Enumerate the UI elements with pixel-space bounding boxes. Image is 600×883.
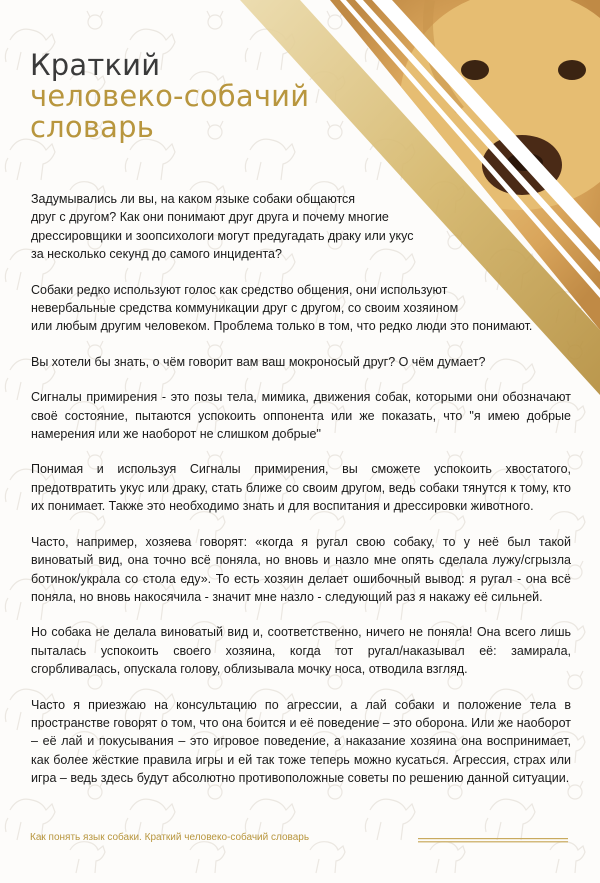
paragraph-question [31,353,571,371]
text-line: Задумывались ли вы, на каком языке собаки общаются [31,192,356,206]
title-line-2: человеко-собачий [30,79,310,113]
paragraph-consultation: Часто я приезжаю на консультацию по агрессии, а лай собаки и положение тела в пространстве говорят о том, что она боится и её поведение – это оборона. Или же наоборот – её лай и покусывания – это игровое поведение, а наказание хозяина она воспринимает, как более жёсткие правила игры и ей так тоже теперь можно кусаться. Агрессия, страх или игра – ведь здесь будут абсолютно противоположные советы по решению данной ситуации. [31,697,571,786]
paragraph-calming-signals: Сигналы примирения - это позы тела, мимика, движения собак, которыми они обозначают своё состояние, пытаются успокоить оппонента или же показать, что "я имею добрые намерения или же наоборот не слишком добрые" [31,390,571,442]
text-line: невербальные средства коммуникации друг с другом, со своим хозяином [31,301,459,316]
paragraph-intro-question [31,190,571,264]
paragraph-nonverbal [31,281,571,336]
title-line-3: словарь [30,110,154,144]
text-line: дрессировщики и зоопсихологи могут предугадать драку или укус [31,228,414,243]
paragraph-dog-explanation: Но собака не делала виноватый вид и, соответственно, ничего не поняла! Она всего лишь пыталась успокоить своего хозяина, когда тот ругал/наказывал её: замирала, сгорбливалась, опускала голову, облизывала мочку носа, отводила взгляд. [31,625,571,677]
text-line: или любым другим человеком. Проблема только в том, что редко люди это понимают. [31,319,533,334]
page-title [30,50,309,143]
paragraph-using-signals: Понимая и используя Сигналы примирения, вы сможете успокоить хвостатого, предотвратить укус или драку, стать ближе со своим другом, ведь собаки тянутся к тому, кто их понимает. Также это необходимо знать и для воспитания и дрессировки животного. [31,462,571,514]
paragraph-owner-example: Часто, например, хозяева говорят: «когда я ругал свою собаку, то у неё был такой виноватый вид, она точно всё поняла, но вновь и назло мне опять сделала лужу/сгрызла ботинок/украла со стола еду». То есть хозяин делает ошибочный вывод: я ругал - она всё поняла, но вновь накосячила - значит мне назло - следующий раз я накажу её сильней. [31,534,571,604]
text-line: Вы хотели бы знать, о чём говорит вам ваш мокроносый друг? О чём думает? [31,354,486,369]
text-line: друг с другом? Как они понимают друг друга и почему многие [31,210,389,225]
title-line-1: Краткий [30,48,161,82]
footer-divider [418,838,568,843]
text-line: Собаки редко используют голос как средство общения, они используют [31,282,448,297]
article-body [31,190,571,805]
footer-caption: Как понять язык собаки. Краткий человеко-собачий словарь [30,832,310,843]
text-line: за несколько секунд до самого инцидента? [31,247,282,262]
